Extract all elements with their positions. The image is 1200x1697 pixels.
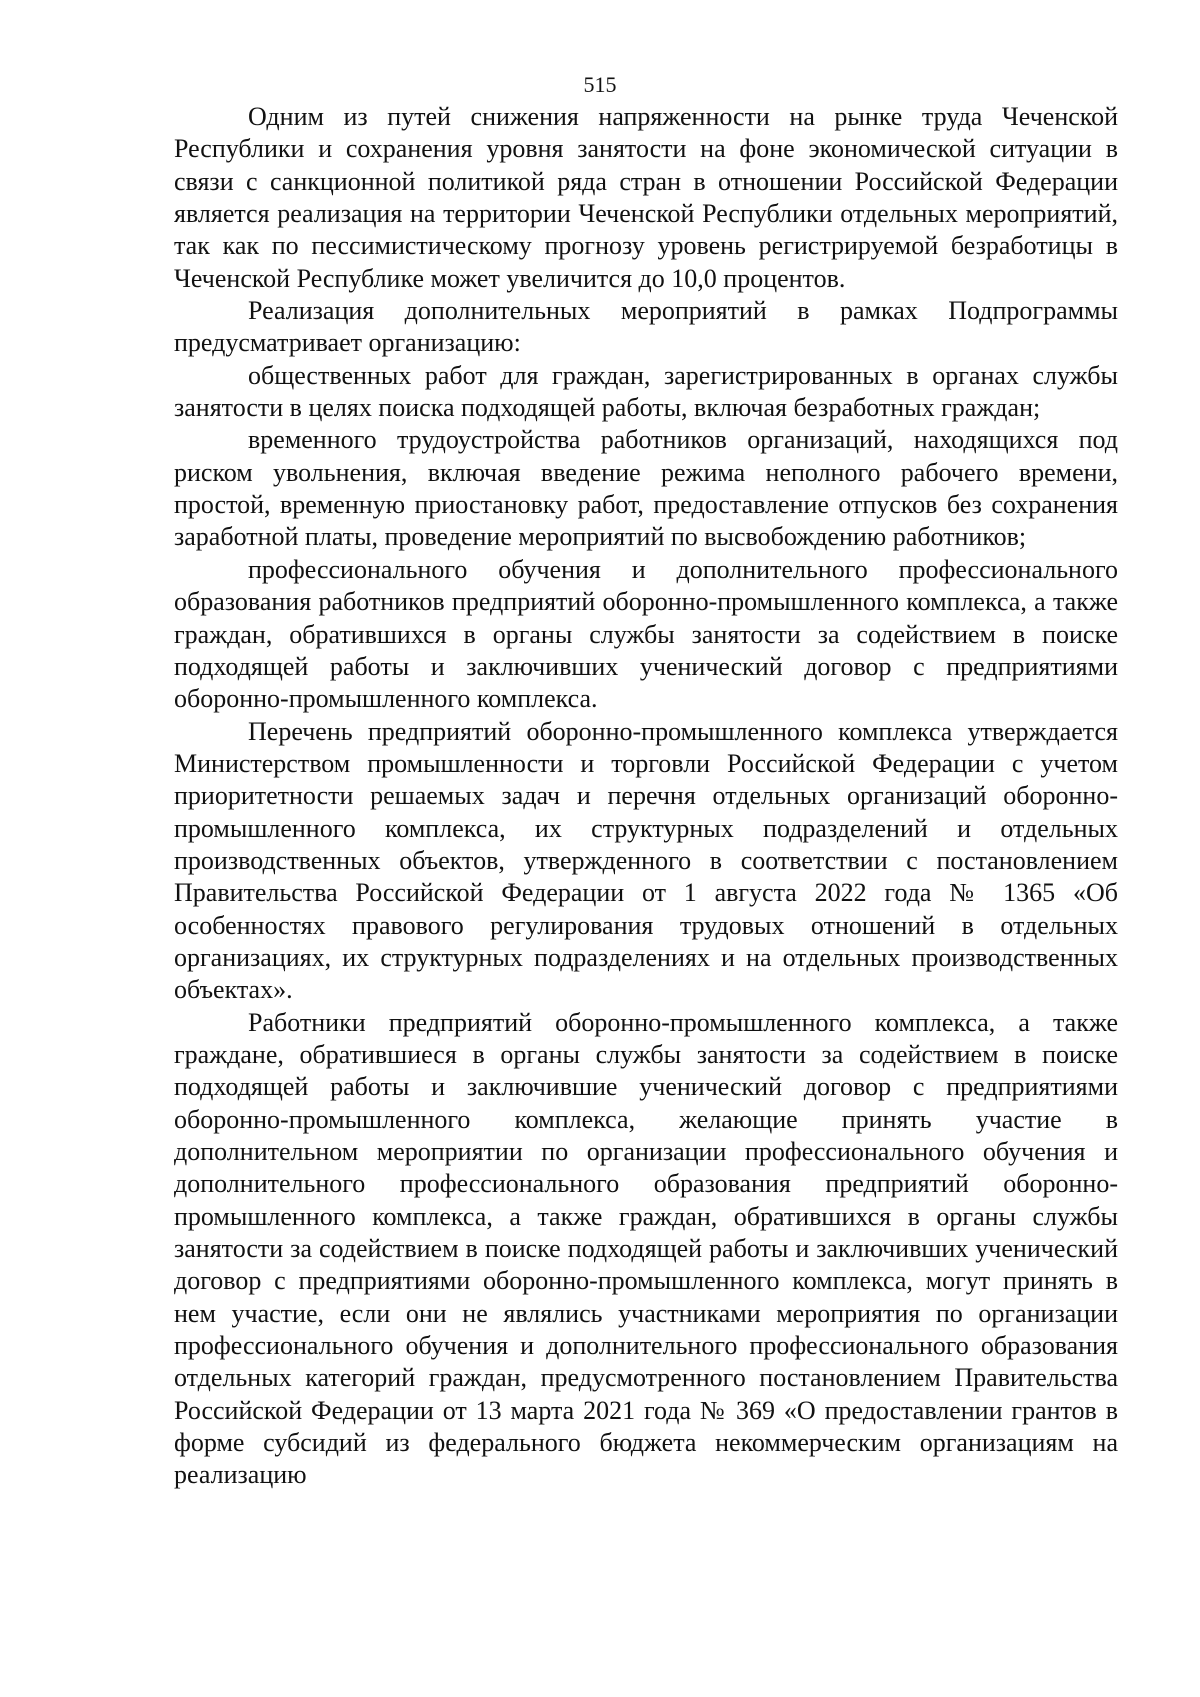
paragraph-participants: Работники предприятий оборонно-промышленного комплекса, а также граждане, обратившиеся в органы службы занятости за содействием в поиске подходящей работы и заключившие ученический договор с предприятиями оборонно-промышленного комплекса, желающие принять участие в дополнительном мероприятии по организации профессионального обучения и дополнительного профессионального образования предприятий оборонно-промышленного комплекса, а также граждан, обратившихся в органы службы занятости за содействием в поиске подходящей работы и заключивших ученический договор с предприятиями оборонно-промышленного комплекса, могут принять в нем участие, если они не являлись участниками мероприятия по организации профессионального обучения и дополнительного профессионального образования отдельных категорий граждан, предусмотренного постановлением Правительства Российской Федерации от 13 марта 2021 года № 369 «О предоставлении грантов в форме субсидий из федерального бюджета некоммерческим организациям на реализацию xyxy=(174,1007,1118,1490)
list-item-professional-training: профессионального обучения и дополнительного профессионального образования работников предприятий оборонно-промышленного комплекса, а также граждан, обратившихся в органы службы занятости за содействием в поиске подходящей работы и заключивших ученический договор с предприятиями оборонно-промышленного комплекса. xyxy=(174,554,1118,714)
paragraph-measures-intro: Реализация дополнительных мероприятий в рамках Подпрограммы предусматривает организацию: xyxy=(174,296,1118,358)
paragraph-enterprise-list: Перечень предприятий оборонно-промышленного комплекса утверждается Министерством промышленности и торговли Российской Федерации с учетом приоритетности решаемых задач и перечня отдельных организаций оборонно-промышленного комплекса, их структурных подразделений и отдельных производственных объектов, утвержденного в соответствии с постановлением Правительства Российской Федерации от 1 августа 2022 года № 1365 «Об особенностях правового регулирования трудовых отношений в отдельных организациях, их структурных подразделениях и на отдельных производственных объектах». xyxy=(174,716,1118,1005)
page-number: 515 xyxy=(583,72,617,97)
list-item-public-works: общественных работ для граждан, зарегистрированных в органах службы занятости в целях поиска подходящей работы, включая безработных граждан; xyxy=(174,360,1118,423)
paragraph-intro: Одним из путей снижения напряженности на рынке труда Чеченской Республики и сохранения уровня занятости на фоне экономической ситуации в связи с санкционной политикой ряда стран в отношении Российской Федерации является реализация на территории Чеченской Республики отдельных мероприятий, так как по пессимистическому прогнозу уровень регистрируемой безработицы в Чеченской Республике может увеличится до 10,0 процентов. xyxy=(174,102,1118,293)
list-item-temporary-employment: временного трудоустройства работников организаций, находящихся под риском увольнения, включая введение режима неполного рабочего времени, простой, временную приостановку работ, предоставление отпусков без сохранения заработной платы, проведение мероприятий по высвобождению работников; xyxy=(174,425,1118,552)
document-body xyxy=(174,101,1118,1492)
